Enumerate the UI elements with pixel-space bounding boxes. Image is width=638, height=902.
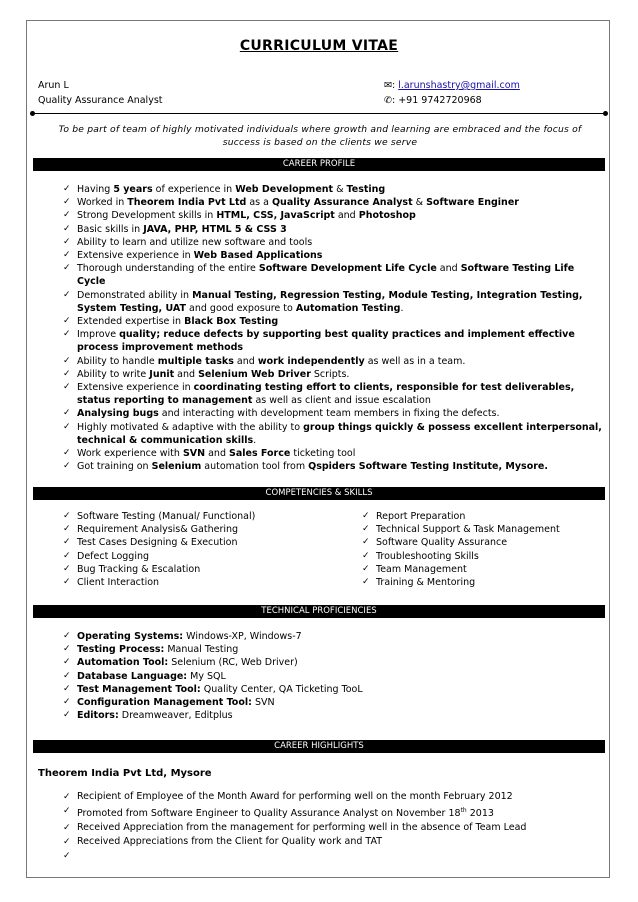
item-text: &	[333, 184, 347, 195]
check-icon: ✓	[63, 368, 71, 379]
item-text: .	[253, 434, 257, 446]
item-text: SVN	[251, 697, 275, 709]
check-icon: ✓	[63, 210, 71, 221]
technical-list	[63, 630, 603, 722]
check-icon: ✓	[362, 511, 370, 521]
item-text: Basic skills in	[77, 223, 144, 235]
emphasis-text: quality; reduce defects by supporting best quality practices and implement effective process improvement methods	[77, 329, 575, 354]
check-icon: ✓	[63, 408, 71, 419]
section-header-technical: TECHNICAL PROFICIENCIES	[33, 605, 605, 618]
check-icon: ✓	[63, 448, 71, 459]
item-text: Software Quality Assurance	[376, 537, 508, 549]
item-text: Received Appreciations from the Client for Quality work and TAT	[77, 836, 383, 848]
check-icon: ✓	[63, 461, 71, 472]
emphasis-text: Web Based Applications	[193, 250, 323, 262]
career-profile-item	[63, 209, 603, 222]
technical-item	[63, 643, 603, 656]
emphasis-text: group things quickly & possess excellent interpersonal, technical & communication skills	[77, 421, 602, 446]
technical-item	[63, 670, 603, 683]
item-text: of experience in	[152, 184, 236, 195]
career-profile-item	[63, 460, 603, 473]
item-text: as well as in a team.	[364, 355, 466, 367]
check-icon: ✓	[362, 563, 370, 574]
check-icon: ✓	[63, 837, 71, 848]
item-text: Strong Development skills in	[77, 210, 217, 222]
emphasis-text: Quality Assurance Analyst	[271, 197, 413, 209]
item-text: My SQL	[187, 670, 226, 682]
competencies-left-list	[63, 510, 353, 589]
check-icon: ✓	[63, 563, 71, 574]
emphasis-text: HTML, CSS, JavaScript	[216, 210, 335, 222]
competency-item	[63, 550, 353, 563]
career-profile-item	[63, 368, 603, 381]
competency-item	[63, 510, 353, 523]
check-icon: ✓	[63, 263, 71, 274]
section-header-career-profile: CAREER PROFILE	[33, 158, 605, 171]
emphasis-text: SVN	[182, 448, 206, 460]
emphasis-text: Analysing bugs	[77, 408, 159, 420]
item-text: Ability to handle	[77, 355, 158, 367]
check-icon: ✓	[362, 524, 370, 535]
emphasis-text: Testing Process:	[77, 644, 165, 656]
item-text: Test Cases Designing & Execution	[77, 537, 238, 549]
emphasis-text: Operating Systems:	[77, 631, 184, 642]
check-icon: ✓	[63, 511, 71, 521]
check-icon: ✓	[63, 289, 71, 300]
check-icon: ✓	[63, 670, 71, 681]
check-icon: ✓	[63, 577, 71, 588]
highlight-item	[63, 790, 603, 804]
item-text: Ability to learn and utilize new software and tools	[77, 236, 313, 248]
competency-item	[362, 510, 602, 523]
career-profile-item	[63, 315, 603, 328]
check-icon: ✓	[63, 710, 71, 721]
check-icon: ✓	[63, 657, 71, 668]
item-text: Report Preparation	[376, 511, 466, 522]
emphasis-text: multiple tasks	[157, 355, 234, 367]
email-line: ✉: l.arunshastry@gmail.com	[384, 80, 520, 91]
emphasis-text: Software Enginer	[426, 197, 519, 209]
highlights-organization: Theorem India Pvt Ltd, Mysore	[38, 768, 212, 779]
highlight-item	[63, 804, 603, 821]
item-text: and	[233, 355, 258, 367]
emphasis-text: Test Management Tool:	[77, 683, 201, 695]
emphasis-text: Configuration Management Tool:	[77, 697, 252, 709]
item-text: and	[205, 448, 230, 460]
career-profile-item	[63, 249, 603, 262]
item-text: and	[174, 368, 199, 380]
career-profile-list	[63, 183, 603, 473]
check-icon: ✓	[63, 236, 71, 247]
emphasis-text: Junit	[149, 368, 175, 380]
emphasis-text: Database Language:	[77, 670, 188, 682]
item-text: Recipient of Employee of the Month Award for performing well on the month February 2012	[77, 791, 513, 802]
career-profile-item	[63, 196, 603, 209]
emphasis-text: work independently	[257, 355, 365, 367]
emphasis-text: JAVA, PHP, HTML 5 & CSS 3	[143, 223, 287, 235]
emphasis-text: Web Development	[235, 184, 334, 195]
competency-item	[63, 523, 353, 536]
item-text: Extensive experience in	[77, 382, 194, 394]
item-text: Troubleshooting Skills	[376, 550, 479, 562]
check-icon: ✓	[362, 537, 370, 548]
competency-item	[362, 523, 602, 536]
item-text: and	[334, 210, 359, 222]
item-text: Got training on	[77, 461, 152, 473]
check-icon: ✓	[63, 250, 71, 261]
check-icon: ✓	[63, 184, 71, 194]
emphasis-text: Selenium	[151, 461, 202, 473]
emphasis-text: Sales Force	[229, 448, 291, 460]
career-profile-item	[63, 381, 603, 407]
check-icon: ✓	[63, 631, 71, 641]
check-icon: ✓	[63, 537, 71, 548]
item-text: Demonstrated ability in	[77, 289, 193, 301]
item-text: Software Testing (Manual/ Functional)	[77, 511, 256, 522]
check-icon: ✓	[63, 697, 71, 708]
technical-item	[63, 709, 603, 722]
competency-item	[362, 550, 602, 563]
item-text: Received Appreciation from the management for performing well in the absence of Team Lead	[77, 822, 527, 834]
competency-item	[63, 536, 353, 549]
highlights-list	[63, 790, 603, 862]
check-icon: ✓	[63, 823, 71, 834]
emphasis-text: Black Box Testing	[184, 316, 279, 328]
emphasis-text: Selenium Web Driver	[198, 368, 311, 380]
item-text: Training & Mentoring	[376, 577, 476, 589]
emphasis-text: Automation Tool:	[77, 657, 169, 669]
career-profile-item	[63, 447, 603, 460]
technical-item	[63, 630, 603, 643]
section-header-competencies: COMPETENCIES & SKILLS	[33, 487, 605, 500]
item-text: Highly motivated & adaptive with the ability to	[77, 421, 304, 433]
technical-item	[63, 696, 603, 709]
page-title: CURRICULUM VITAE	[239, 38, 399, 54]
item-text: Dreamweaver, Editplus	[118, 710, 233, 722]
item-text: 2013	[466, 808, 494, 820]
check-icon: ✓	[63, 382, 71, 393]
emphasis-text: Editors:	[77, 710, 119, 722]
item-text: Improve	[77, 329, 120, 341]
emphasis-text: Qspiders Software Testing Institute, Mysore.	[308, 461, 548, 473]
career-profile-item	[63, 183, 603, 196]
emphasis-text: Software Testing Life Cycle	[77, 263, 575, 288]
emphasis-text: Manual Testing, Regression Testing, Module Testing, Integration Testing, System Testing, UAT	[77, 289, 583, 314]
item-text: Thorough understanding of the entire	[77, 263, 259, 275]
item-text: Extended expertise in	[77, 316, 185, 328]
emphasis-text: coordinating testing effort to clients, responsible for test deliverables, status reporting to management	[77, 382, 575, 407]
item-text: Windows-XP, Windows-7	[183, 631, 302, 642]
envelope-icon: ✉	[384, 80, 392, 91]
emphasis-text: Software Development Life Cycle	[258, 263, 437, 275]
check-icon: ✓	[362, 577, 370, 588]
item-text: Scripts.	[310, 368, 350, 380]
career-profile-item	[63, 407, 603, 420]
emphasis-text: Theorem India Pvt Ltd	[127, 197, 247, 209]
phone-number: +91 9742720968	[398, 95, 482, 106]
item-text: ticketing tool	[290, 448, 356, 460]
candidate-name: Arun L	[38, 80, 69, 91]
career-profile-item	[63, 236, 603, 249]
item-text: as a	[246, 197, 272, 209]
item-text: Having	[77, 184, 114, 195]
check-icon: ✓	[63, 421, 71, 432]
item-text: automation tool from	[201, 461, 309, 473]
highlight-item	[63, 821, 603, 835]
competency-item	[362, 563, 602, 576]
check-icon: ✓	[63, 329, 71, 340]
check-icon: ✓	[63, 550, 71, 561]
competency-item	[362, 576, 602, 589]
technical-item	[63, 683, 603, 696]
candidate-role: Quality Assurance Analyst	[38, 95, 163, 106]
item-text: Bug Tracking & Escalation	[77, 563, 201, 575]
item-text: Quality Center, QA Ticketing TooL	[200, 683, 363, 695]
career-profile-item	[63, 289, 603, 315]
career-profile-item	[63, 421, 603, 447]
item-text: and good exposure to	[186, 302, 296, 314]
email-link[interactable]: l.arunshastry@gmail.com	[398, 80, 520, 91]
item-text: as well as client and issue escalation	[252, 395, 431, 407]
item-text: Work experience with	[77, 448, 183, 460]
item-text: Selenium (RC, Web Driver)	[168, 657, 298, 669]
check-icon: ✓	[63, 683, 71, 694]
item-text: Manual Testing	[164, 644, 239, 656]
emphasis-text: 5 years	[113, 184, 153, 195]
item-text: .	[400, 302, 404, 314]
item-text: Ability to write	[77, 368, 150, 380]
item-text: Defect Logging	[77, 550, 150, 562]
item-text: Team Management	[376, 563, 467, 575]
check-icon: ✓	[63, 524, 71, 535]
header-divider	[33, 113, 605, 114]
item-text: &	[412, 197, 427, 209]
competency-item	[362, 536, 602, 549]
check-icon: ✓	[63, 223, 71, 234]
check-icon: ✓	[63, 355, 71, 366]
career-profile-item	[63, 328, 603, 354]
competency-item	[63, 576, 353, 589]
item-text: Client Interaction	[77, 577, 160, 589]
rule-end-dot	[603, 111, 608, 116]
highlight-item	[63, 835, 603, 849]
emphasis-text: Photoshop	[358, 210, 416, 222]
ordinal-suffix: th	[460, 807, 467, 814]
technical-item	[63, 656, 603, 669]
item-text: and	[436, 263, 461, 275]
phone-line: ✆: +91 9742720968	[384, 95, 482, 106]
item-text: Extensive experience in	[77, 250, 194, 262]
emphasis-text: Automation Testing	[295, 302, 401, 314]
check-icon: ✓	[63, 806, 71, 816]
check-icon: ✓	[63, 851, 71, 862]
career-profile-item	[63, 223, 603, 236]
career-profile-item	[63, 262, 603, 288]
item-text: Requirement Analysis& Gathering	[77, 524, 239, 536]
item-text: and interacting with development team members in fixing the defects.	[158, 408, 500, 420]
check-icon: ✓	[63, 197, 71, 208]
item-text: Promoted from Software Engineer to Quality Assurance Analyst on November 18	[77, 808, 461, 820]
item-text: Technical Support & Task Management	[376, 524, 560, 536]
career-profile-item	[63, 355, 603, 368]
check-icon: ✓	[362, 550, 370, 561]
competency-item	[63, 563, 353, 576]
check-icon: ✓	[63, 316, 71, 327]
item-text: Worked in	[77, 197, 128, 209]
check-icon: ✓	[63, 644, 71, 655]
section-header-highlights: CAREER HIGHLIGHTS	[33, 740, 605, 753]
objective-text: To be part of team of highly motivated individuals where growth and learning are embraced and the focus of success is based on the clients we serve	[58, 124, 582, 148]
check-icon: ✓	[63, 792, 71, 802]
competencies-right-list	[362, 510, 602, 589]
emphasis-text: Testing	[346, 184, 386, 195]
phone-icon: ✆	[384, 95, 392, 106]
